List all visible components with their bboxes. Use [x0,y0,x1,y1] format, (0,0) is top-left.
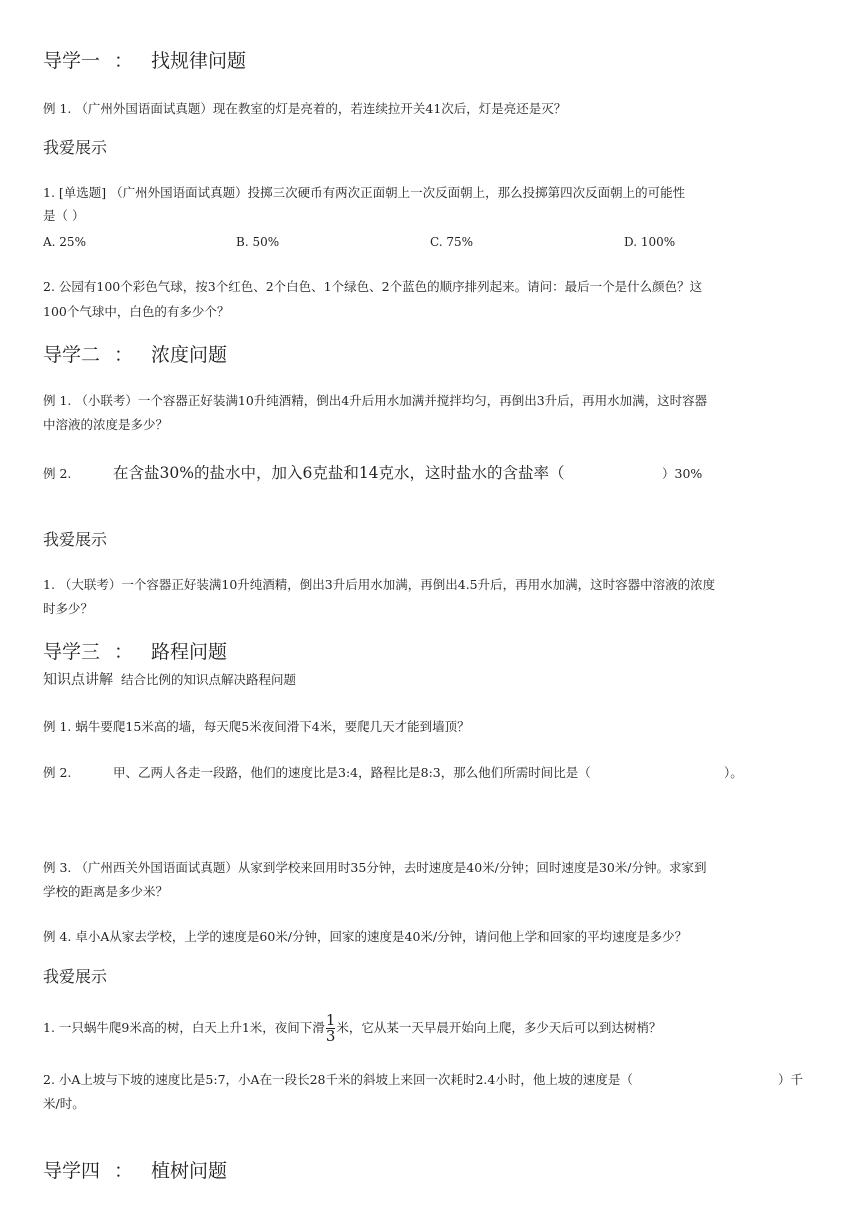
s3-show-heading: 我爱展示 [43,967,108,986]
s1-question-2-line-2: 100个气球中，白色的有多少个？ [43,304,230,319]
s3-example-4: 例 4. 卓小A从家去学校，上学的速度是60米/分钟，回家的速度是40米/分钟，请问他上学和回家的平均速度是多少？ [43,929,688,944]
fraction-denominator: 3 [325,1027,336,1045]
s1-example-1: 例 1. （广州外国语面试真题）现在教室的灯是亮着的，若连续拉开关41次后，灯是亮还是灭？ [43,101,567,116]
s3-question-1-pre: 1. 一只蜗牛爬9米高的树，白天上升1米，夜间下滑 [43,1020,325,1035]
s3-knowledge-text: 结合比例的知识点解决路程问题 [120,672,296,687]
option-a: A. 25% [43,235,86,249]
s3-question-2-line-2: 米/时。 [43,1096,85,1111]
section-3-title: 导学三 [43,641,101,663]
s2-question-1-line-1: 1. （大联考）一个容器正好装满10升纯酒精，倒出3升后用水加满，再倒出4.5升后，再用水加满，这时容器中溶液的浓度 [43,577,716,592]
section-4-colon: ： [114,1160,134,1182]
s1-show-heading: 我爱展示 [43,138,108,157]
section-1-colon: ： [114,50,134,72]
s3-question-1-post: 米，它从某一天早晨开始向上爬，多少天后可以到达树梢？ [336,1020,662,1035]
option-c: C. 75% [430,235,474,249]
option-d: D. 100% [624,235,676,249]
section-4-title: 导学四 [43,1160,101,1182]
s3-example-2-end: ）。 [724,765,743,780]
s2-example-2-text: 在含盐30%的盐水中，加入6克盐和14克水，这时盐水的含盐率（ [113,464,565,482]
section-1-topic: 找规律问题 [151,50,247,72]
s3-example-3-line-1: 例 3. （广州西关外国语面试真题）从家到学校来回用时35分钟，去时速度是40米/分钟；回时速度是30米/分钟。求家到 [43,860,707,875]
s1-question-1-line-1: 1. [单选题] （广州外国语面试真题）投掷三次硬币有两次正面朝上一次反面朝上，那么投掷第四次反面朝上的可能性 [43,185,686,200]
section-3-colon: ： [114,641,134,663]
s2-example-1-line-2: 中溶液的浓度是多少？ [43,417,169,432]
section-2-heading [43,340,227,367]
section-1-title: 导学一 [43,50,101,72]
s3-example-1: 例 1. 蜗牛要爬15米高的墙，每天爬5米夜间滑下4米，要爬几天才能到墙顶？ [43,719,470,734]
section-2-topic: 浓度问题 [151,344,228,366]
s2-example-2-end: ）30% [662,466,703,481]
section-1-heading [43,46,246,73]
s2-example-2-label: 例 2. [43,466,72,481]
s2-show-heading: 我爱展示 [43,530,108,549]
s1-question-2-line-1: 2. 公园有100个彩色气球，按3个红色、2个白色、1个绿色、2个蓝色的顺序排列起来。请问：最后一个是什么颜色？这 [43,279,703,294]
s2-example-1-line-1: 例 1. （小联考）一个容器正好装满10升纯酒精，倒出4升后用水加满并搅拌均匀，再倒出3升后，再用水加满，这时容器 [43,393,708,408]
s3-question-2-line-1: 2. 小A上坡与下坡的速度比是5:7，小A在一段长28千米的斜坡上来回一次耗时2.4小时，他上坡的速度是（ [43,1072,633,1087]
s3-example-3-line-2: 学校的距离是多少米？ [43,884,169,899]
section-4-topic: 植树问题 [151,1160,228,1182]
option-b: B. 50% [236,235,280,249]
one-third-fraction [326,1013,336,1044]
s1-question-1-line-2: 是（ ） [43,208,85,223]
s3-knowledge [43,667,296,693]
s3-example-2-label: 例 2. [43,765,72,780]
s3-question-2-end: ）千 [778,1072,804,1087]
section-3-heading [43,637,227,664]
fraction-numerator: 1 [325,1011,336,1029]
s3-knowledge-label: 知识点讲解 [43,672,113,688]
section-3-topic: 路程问题 [151,641,228,663]
section-4-heading [43,1156,227,1183]
section-2-colon: ： [114,344,134,366]
s3-example-2-text: 甲、乙两人各走一段路，他们的速度比是3:4，路程比是8:3，那么他们所需时间比是（ [113,765,591,780]
section-2-title: 导学二 [43,344,101,366]
s2-question-1-line-2: 时多少？ [43,601,94,616]
s3-question-1 [43,1013,661,1044]
